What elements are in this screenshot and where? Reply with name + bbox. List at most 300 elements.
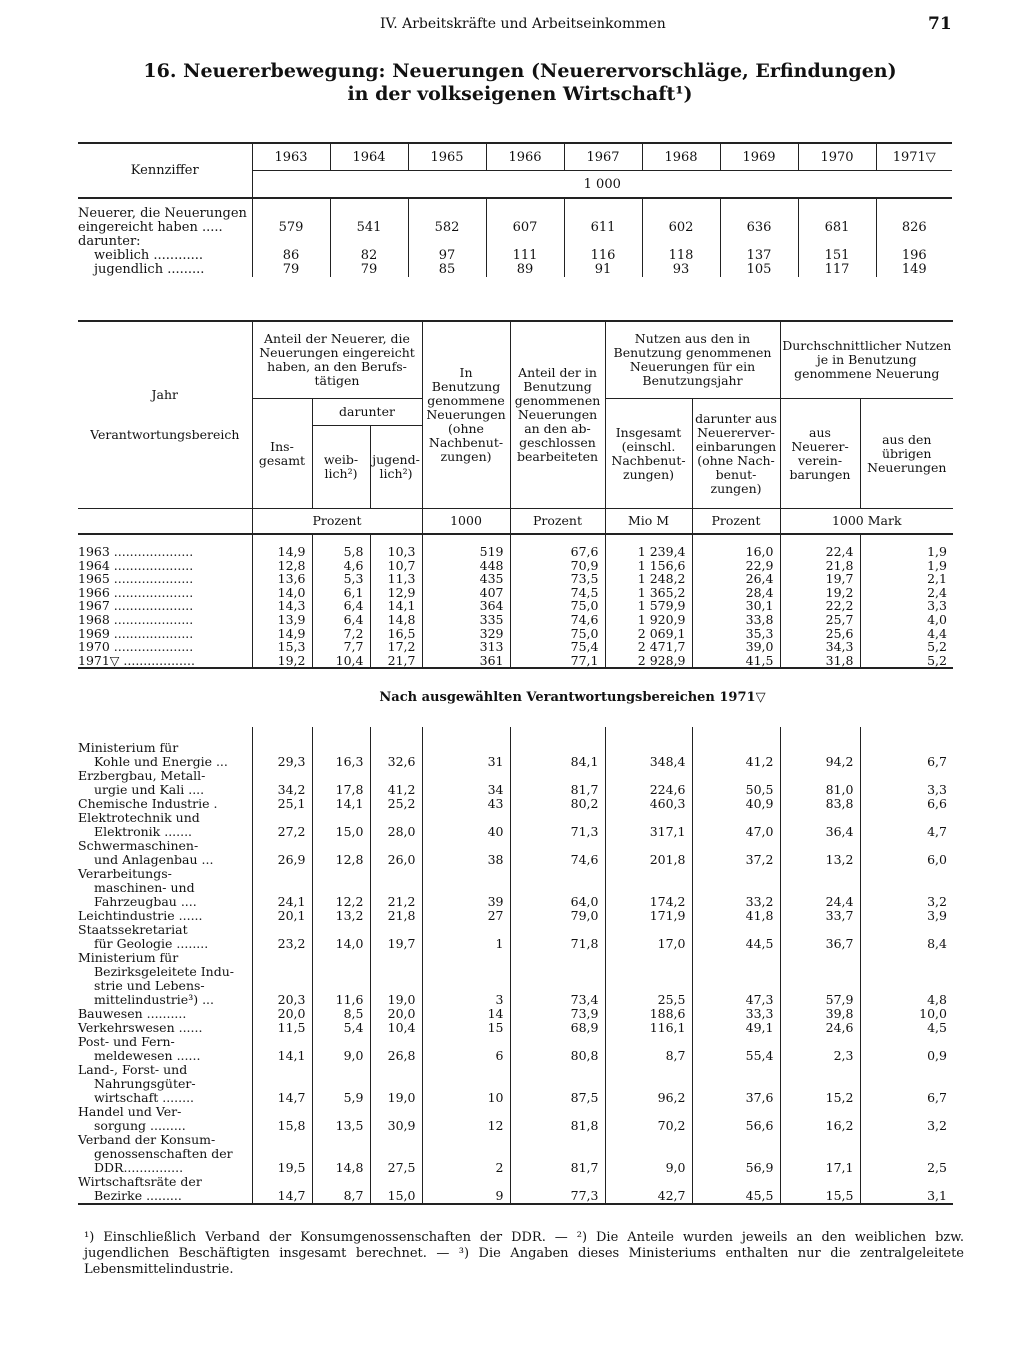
sector-subheading: Nach ausgewählten Verantwortungsbereichen 1971▽ xyxy=(379,690,766,706)
table-cell: 14,0 xyxy=(312,937,370,951)
table-row xyxy=(78,1105,953,1119)
table-cell: 1 248,2 xyxy=(605,572,692,586)
table1-year-1968: 1968 xyxy=(642,143,720,171)
table-cell: 3 xyxy=(422,993,510,1007)
table-cell: 31 xyxy=(422,755,510,769)
row-label: meldewesen ...... xyxy=(94,1048,201,1064)
table-cell: 45,5 xyxy=(692,1189,780,1204)
row-label: Post- und Fern- xyxy=(78,1034,175,1050)
table-cell: 21,8 xyxy=(370,909,422,923)
row-label: und Anlagenbau ... xyxy=(94,852,214,868)
unit-prozent: Prozent xyxy=(252,509,422,535)
row-label: für Geologie ........ xyxy=(94,936,209,952)
table-cell: 8,7 xyxy=(312,1189,370,1204)
table-cell: 16,5 xyxy=(370,627,422,641)
row-label: Staatssekretariat xyxy=(78,922,188,938)
row-label: Bezirksgeleitete Indu- xyxy=(94,964,235,980)
table-cell: 81,7 xyxy=(510,1161,605,1175)
col-jugendlich: jugend-lich²) xyxy=(370,426,422,509)
table-cell: 79,0 xyxy=(510,909,605,923)
table-cell: 137 xyxy=(720,249,798,263)
table-cell: 33,8 xyxy=(692,613,780,627)
row-label: 1971▽ .................. xyxy=(78,654,252,669)
table-title-line-2: in der volkseigenen Wirtschaft¹) xyxy=(347,83,693,105)
row-label: Bezirke ......... xyxy=(78,1189,252,1204)
table-cell: 6,4 xyxy=(312,613,370,627)
table-cell: 15,2 xyxy=(780,1091,860,1105)
table-cell: 24,1 xyxy=(252,895,312,909)
table-cell: 9,0 xyxy=(605,1161,692,1175)
table-cell: 33,3 xyxy=(692,1007,780,1021)
table-cell: 5,8 xyxy=(312,545,370,559)
table-cell: 313 xyxy=(422,640,510,654)
row-label: Erzbergbau, Metall- xyxy=(78,768,206,784)
table-cell: 11,6 xyxy=(312,993,370,1007)
table-cell: 15,5 xyxy=(780,1189,860,1204)
table-cell: 27 xyxy=(422,909,510,923)
table-cell: 1 579,9 xyxy=(605,599,692,613)
row-label: sorgung ......... xyxy=(94,1118,186,1134)
table-cell: 79 xyxy=(330,263,408,277)
table-cell: 4,7 xyxy=(860,825,953,839)
table1-row-label: Neuerer, die Neuerungen xyxy=(78,206,247,221)
table-cell: 75,0 xyxy=(510,627,605,641)
table-cell: 12,2 xyxy=(312,895,370,909)
table-cell: 25,5 xyxy=(605,993,692,1007)
table-cell: 10,4 xyxy=(370,1021,422,1035)
table-cell: 8,5 xyxy=(312,1007,370,1021)
table-cell: 14,3 xyxy=(252,599,312,613)
table-cell: 12,8 xyxy=(312,853,370,867)
table-cell: 26,8 xyxy=(370,1049,422,1063)
table-cell: 25,2 xyxy=(370,797,422,811)
table-cell: 21,8 xyxy=(780,559,860,573)
innovation-benefit-table xyxy=(78,320,953,1205)
table-cell: 22,9 xyxy=(692,559,780,573)
table-row xyxy=(78,839,953,853)
table-cell: 94,2 xyxy=(780,755,860,769)
table-cell: 1 920,9 xyxy=(605,613,692,627)
table-cell: 19,5 xyxy=(252,1161,312,1175)
table-cell: 13,2 xyxy=(312,909,370,923)
col-nutzen-insgesamt: Insgesamt (einschl. Nachbenut-zungen) xyxy=(605,399,692,509)
row-label: Wirtschaftsräte der xyxy=(78,1174,202,1190)
table-cell: 40 xyxy=(422,825,510,839)
table-cell: 64,0 xyxy=(510,895,605,909)
table-cell: 34,2 xyxy=(252,783,312,797)
table-cell: 29,3 xyxy=(252,755,312,769)
table-title xyxy=(120,60,920,106)
table-cell: 41,2 xyxy=(692,755,780,769)
row-label: Chemische Industrie . xyxy=(78,796,218,812)
table-cell: 87,5 xyxy=(510,1091,605,1105)
table-cell: 15 xyxy=(422,1021,510,1035)
row-label: Verband der Konsum- xyxy=(78,1132,216,1148)
table2-stub-bereich: Verantwortungsbereich xyxy=(90,427,240,442)
table-cell: 31,8 xyxy=(780,654,860,669)
table-cell: 1 xyxy=(422,937,510,951)
table-row xyxy=(78,586,953,600)
table-cell: 71,3 xyxy=(510,825,605,839)
table-cell: 19,2 xyxy=(780,586,860,600)
table-cell: 188,6 xyxy=(605,1007,692,1021)
table-cell: 6,1 xyxy=(312,586,370,600)
table-cell: 24,4 xyxy=(780,895,860,909)
row-label: 1967 .................... xyxy=(78,598,194,614)
table-row xyxy=(78,1175,953,1189)
table-cell: 1 156,6 xyxy=(605,559,692,573)
table-cell: 16,0 xyxy=(692,545,780,559)
row-label: Fahrzeugbau .... xyxy=(94,894,197,910)
table-row xyxy=(78,937,953,951)
table-cell: 435 xyxy=(422,572,510,586)
table-cell: 28,0 xyxy=(370,825,422,839)
table-cell: 9,0 xyxy=(312,1049,370,1063)
table-row xyxy=(78,1119,953,1133)
table1-year-1967: 1967 xyxy=(564,143,642,171)
table-row xyxy=(78,1091,953,1105)
row-label: Leichtindustrie ...... xyxy=(78,908,203,924)
table-cell: 10,0 xyxy=(860,1007,953,1021)
table-row xyxy=(78,881,953,895)
row-label: Handel und Ver- xyxy=(78,1104,182,1120)
table-cell: 5,2 xyxy=(860,640,953,654)
table-cell: 21,7 xyxy=(370,654,422,669)
table-row xyxy=(78,599,953,613)
table-cell: 33,2 xyxy=(692,895,780,909)
table-row xyxy=(78,853,953,867)
table-cell: 3,2 xyxy=(860,895,953,909)
table-cell: 41,8 xyxy=(692,909,780,923)
table-row xyxy=(78,1021,953,1035)
table-cell: 2,5 xyxy=(860,1161,953,1175)
table-cell: 23,2 xyxy=(252,937,312,951)
table1-year-header-row xyxy=(78,143,952,171)
table-cell: 171,9 xyxy=(605,909,692,923)
table-cell: 2,4 xyxy=(860,586,953,600)
table-cell: 26,9 xyxy=(252,853,312,867)
table-cell: 70,2 xyxy=(605,1119,692,1133)
table-cell: 117 xyxy=(798,263,876,277)
col-anteil-abgeschlossen: Anteil der in Benutzung genommenen Neuerungen an den ab-geschlossen bearbeiteten xyxy=(510,321,605,509)
table-cell: 8,7 xyxy=(605,1049,692,1063)
table-cell: 19,7 xyxy=(370,937,422,951)
table-cell: 196 xyxy=(876,249,952,263)
table-cell: 77,3 xyxy=(510,1189,605,1204)
table-cell: 27,5 xyxy=(370,1161,422,1175)
table-row xyxy=(78,755,953,769)
table-cell: 174,2 xyxy=(605,895,692,909)
row-label: DDR............... xyxy=(94,1160,184,1176)
table-cell: 3,9 xyxy=(860,909,953,923)
table-row xyxy=(78,249,952,263)
table-row xyxy=(78,1063,953,1077)
row-label: strie und Lebens- xyxy=(94,978,205,994)
table-cell: 73,9 xyxy=(510,1007,605,1021)
row-label: Ministerium für xyxy=(78,740,179,756)
row-label: Verkehrswesen ...... xyxy=(78,1020,203,1036)
table-cell: 6,7 xyxy=(860,1091,953,1105)
table-cell: 2 069,1 xyxy=(605,627,692,641)
table-cell: 68,9 xyxy=(510,1021,605,1035)
table-row xyxy=(78,741,953,755)
table-cell: 1 365,2 xyxy=(605,586,692,600)
table-cell: 21,2 xyxy=(370,895,422,909)
table-cell: 6,7 xyxy=(860,755,953,769)
table-cell: 3,2 xyxy=(860,1119,953,1133)
table-cell: 34 xyxy=(422,783,510,797)
table-cell: 602 xyxy=(642,221,720,235)
col-nutzen-darunter: darunter aus Neuererver-einbarungen (ohne Nach-benut-zungen) xyxy=(692,399,780,509)
table-cell: 407 xyxy=(422,586,510,600)
col-anteil-neuerer: Anteil der Neuerer, die Neuerungen eingereicht haben, an den Berufs-tätigen xyxy=(252,321,422,399)
table-cell: 12,9 xyxy=(370,586,422,600)
table1-unit: 1 000 xyxy=(252,171,952,199)
table-cell: 19,0 xyxy=(370,1091,422,1105)
table-cell: 10,3 xyxy=(370,545,422,559)
table-cell: 77,1 xyxy=(510,654,605,669)
table-cell: 16,2 xyxy=(780,1119,860,1133)
col-in-benutzung: In Benutzung genommene Neuerungen (ohne Nachbenut-zungen) xyxy=(422,321,510,509)
table-cell: 84,1 xyxy=(510,755,605,769)
table-cell: 32,6 xyxy=(370,755,422,769)
table-cell: 1,9 xyxy=(860,559,953,573)
table-cell: 20,3 xyxy=(252,993,312,1007)
table-cell: 83,8 xyxy=(780,797,860,811)
table-row xyxy=(78,1007,953,1021)
table-row xyxy=(78,221,952,235)
table-cell: 317,1 xyxy=(605,825,692,839)
row-label: 1968 .................... xyxy=(78,611,194,627)
col-insgesamt: Ins-gesamt xyxy=(252,399,312,509)
table-cell: 8,4 xyxy=(860,937,953,951)
table-cell: 73,4 xyxy=(510,993,605,1007)
table-cell: 335 xyxy=(422,613,510,627)
table-cell: 80,8 xyxy=(510,1049,605,1063)
table-cell: 448 xyxy=(422,559,510,573)
table-row xyxy=(78,235,952,249)
table-cell: 224,6 xyxy=(605,783,692,797)
table-row xyxy=(78,1035,953,1049)
table-cell: 86 xyxy=(252,249,330,263)
row-label: Land-, Forst- und xyxy=(78,1062,188,1078)
table-cell: 82 xyxy=(330,249,408,263)
unit-1000: 1000 xyxy=(422,509,510,535)
table-cell: 4,8 xyxy=(860,993,953,1007)
table-cell: 81,8 xyxy=(510,1119,605,1133)
table-cell: 17,0 xyxy=(605,937,692,951)
row-label: Schwermaschinen- xyxy=(78,838,199,854)
table-cell: 50,5 xyxy=(692,783,780,797)
col-aus-vereinbarungen: aus Neuerer-verein-barungen xyxy=(780,399,860,509)
row-label: 1963 .................... xyxy=(78,544,194,559)
table1-year-1970: 1970 xyxy=(798,143,876,171)
table-cell: 14,7 xyxy=(252,1189,312,1204)
table-cell: 33,7 xyxy=(780,909,860,923)
table-cell: 579 xyxy=(252,221,330,235)
table1-year-1966: 1966 xyxy=(486,143,564,171)
col-nutzen: Nutzen aus den in Benutzung genommenen Neuerungen für ein Benutzungsjahr xyxy=(605,321,780,399)
table2-unit-row xyxy=(78,509,953,535)
table-cell: 20,0 xyxy=(370,1007,422,1021)
table-cell: 6,0 xyxy=(860,853,953,867)
table-cell: 39,8 xyxy=(780,1007,860,1021)
table-cell: 25,1 xyxy=(252,797,312,811)
table-cell: 26,0 xyxy=(370,853,422,867)
table-cell: 15,8 xyxy=(252,1119,312,1133)
table-cell: 25,7 xyxy=(780,613,860,627)
table-cell: 6 xyxy=(422,1049,510,1063)
table-cell: 118 xyxy=(642,249,720,263)
table-row xyxy=(78,640,953,654)
row-label: 1966 .................... xyxy=(78,584,194,600)
table-cell: 10,4 xyxy=(312,654,370,669)
table-cell: 4,0 xyxy=(860,613,953,627)
table-cell: 56,9 xyxy=(692,1161,780,1175)
table1-stub-header: Kennziffer xyxy=(78,143,252,198)
table-cell: 97 xyxy=(408,249,486,263)
table1-row-label: weiblich ............ xyxy=(94,248,203,263)
table-cell: 13,6 xyxy=(252,572,312,586)
table1-row-label: darunter: xyxy=(78,234,141,249)
table-cell: 11,5 xyxy=(252,1021,312,1035)
section-title: IV. Arbeitskräfte und Arbeitseinkommen xyxy=(380,16,666,32)
col-darunter: darunter xyxy=(312,399,422,426)
table-cell: 11,3 xyxy=(370,572,422,586)
table-cell: 6,4 xyxy=(312,599,370,613)
table-cell: 116 xyxy=(564,249,642,263)
table-cell: 73,5 xyxy=(510,572,605,586)
table-row xyxy=(78,1147,953,1161)
table-cell: 201,8 xyxy=(605,853,692,867)
table-row xyxy=(78,993,953,1007)
table1-year-1965: 1965 xyxy=(408,143,486,171)
table-row xyxy=(78,867,953,881)
table-cell: 14,8 xyxy=(312,1161,370,1175)
table2-body xyxy=(78,534,953,1204)
table-cell: 364 xyxy=(422,599,510,613)
table-row xyxy=(78,979,953,993)
table-cell: 80,2 xyxy=(510,797,605,811)
table-row xyxy=(78,811,953,825)
table-cell: 2,3 xyxy=(780,1049,860,1063)
table1-year-1971: 1971▽ xyxy=(876,143,952,171)
table-row xyxy=(78,572,953,586)
table-cell: 16,3 xyxy=(312,755,370,769)
page-number: 71 xyxy=(928,14,952,34)
table2-stub-jahr: Jahr xyxy=(151,387,178,402)
table-cell: 14,9 xyxy=(252,545,312,559)
row-label: Verarbeitungs- xyxy=(78,866,172,882)
table-cell: 30,9 xyxy=(370,1119,422,1133)
table-cell: 826 xyxy=(876,221,952,235)
table-cell: 14,9 xyxy=(252,627,312,641)
col-weiblich: weib-lich²) xyxy=(312,426,370,509)
table-cell: 329 xyxy=(422,627,510,641)
table1-year-1963: 1963 xyxy=(252,143,330,171)
table-cell: 14,1 xyxy=(370,599,422,613)
table-cell: 636 xyxy=(720,221,798,235)
table-cell: 56,6 xyxy=(692,1119,780,1133)
table-title-line-1: 16. Neuererbewegung: Neuerungen (Neuerervorschläge, Erfindungen) xyxy=(143,60,897,82)
row-label xyxy=(78,727,252,741)
table-row xyxy=(78,965,953,979)
table-cell: 89 xyxy=(486,263,564,277)
table-cell: 36,4 xyxy=(780,825,860,839)
table-cell: 75,0 xyxy=(510,599,605,613)
row-label: Nahrungsgüter- xyxy=(94,1076,196,1092)
table-cell: 70,9 xyxy=(510,559,605,573)
row-label: 1970 .................... xyxy=(78,639,194,655)
table-cell: 39 xyxy=(422,895,510,909)
table-row xyxy=(78,909,953,923)
table1-row-label: eingereicht haben ..... xyxy=(78,220,223,235)
table-cell: 14,7 xyxy=(252,1091,312,1105)
table-cell: 2,1 xyxy=(860,572,953,586)
table-cell: 19,0 xyxy=(370,993,422,1007)
table-cell: 681 xyxy=(798,221,876,235)
table-cell: 5,9 xyxy=(312,1091,370,1105)
table-cell: 10,7 xyxy=(370,559,422,573)
table-cell: 4,4 xyxy=(860,627,953,641)
table-cell: 14,8 xyxy=(370,613,422,627)
innovators-table xyxy=(78,142,952,277)
table-cell: 5,2 xyxy=(860,654,953,669)
table-cell: 20,1 xyxy=(252,909,312,923)
table-cell: 55,4 xyxy=(692,1049,780,1063)
table-cell: 38 xyxy=(422,853,510,867)
table-cell: 15,0 xyxy=(370,1189,422,1204)
table-cell: 13,9 xyxy=(252,613,312,627)
table-cell: 10 xyxy=(422,1091,510,1105)
table-cell: 22,4 xyxy=(780,545,860,559)
unit-mio-m: Mio M xyxy=(605,509,692,535)
table2-stub-header xyxy=(78,321,252,509)
table-cell: 34,3 xyxy=(780,640,860,654)
table-cell: 541 xyxy=(330,221,408,235)
row-label: 1969 .................... xyxy=(78,625,194,641)
table-cell: 93 xyxy=(642,263,720,277)
table-cell: 37,6 xyxy=(692,1091,780,1105)
table-cell: 71,8 xyxy=(510,937,605,951)
table-cell: 13,5 xyxy=(312,1119,370,1133)
table-cell: 40,9 xyxy=(692,797,780,811)
table-cell: 28,4 xyxy=(692,586,780,600)
table-cell: 519 xyxy=(422,545,510,559)
table1-year-1964: 1964 xyxy=(330,143,408,171)
table-cell: 14 xyxy=(422,1007,510,1021)
row-label: wirtschaft ........ xyxy=(94,1090,195,1106)
row-label: maschinen- und xyxy=(94,880,195,896)
table-cell: 26,4 xyxy=(692,572,780,586)
table-cell: 17,8 xyxy=(312,783,370,797)
table-cell: 67,6 xyxy=(510,545,605,559)
table-cell: 75,4 xyxy=(510,640,605,654)
table-cell: 36,7 xyxy=(780,937,860,951)
row-label: 1964 .................... xyxy=(78,557,194,573)
table-cell: 17,1 xyxy=(780,1161,860,1175)
page-header xyxy=(0,14,1024,38)
table-cell: 149 xyxy=(876,263,952,277)
col-aus-uebrigen: aus den übrigen Neuerungen xyxy=(860,399,953,509)
table-cell: 116,1 xyxy=(605,1021,692,1035)
table-cell: 15,0 xyxy=(312,825,370,839)
table-cell: 27,2 xyxy=(252,825,312,839)
table-cell: 39,0 xyxy=(692,640,780,654)
table-cell: 22,2 xyxy=(780,599,860,613)
table-cell: 91 xyxy=(564,263,642,277)
table-cell: 79 xyxy=(252,263,330,277)
